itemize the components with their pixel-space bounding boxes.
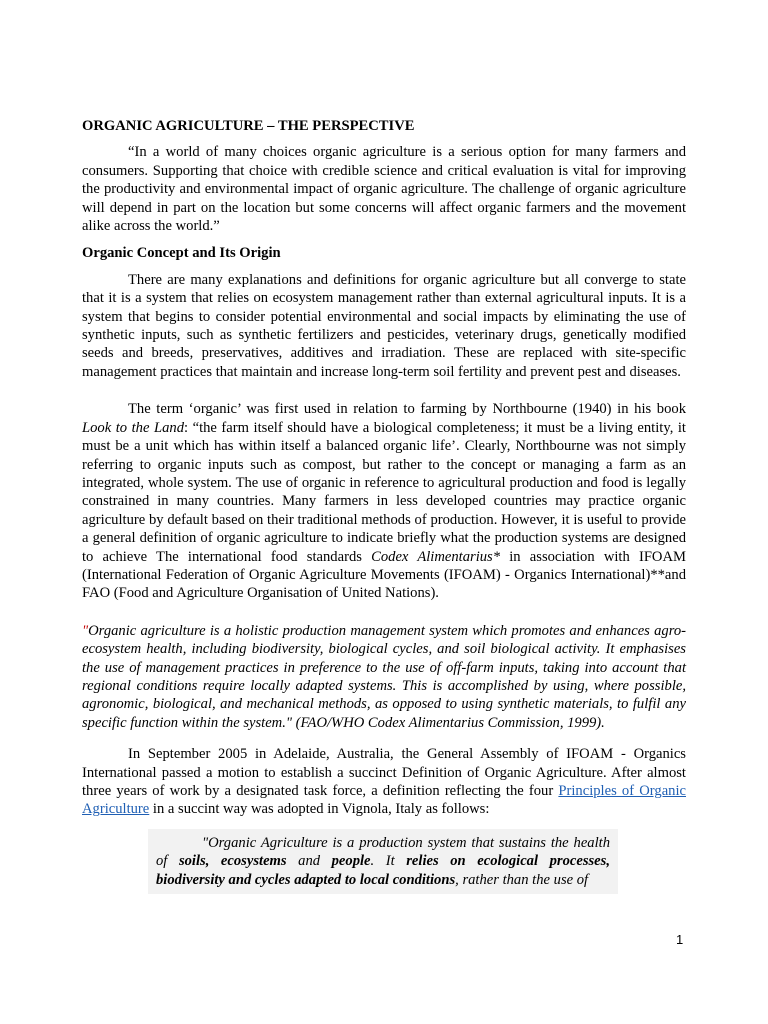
paragraph-ifoam-text-1: In September 2005 in Adelaide, Australia, the General Assembly of IFOAM - Organics International passed a motion to establish a succinct Definition of Organic Agriculture. After almost three years of work by a designated task force, a definition reflecting the four — [82, 746, 686, 799]
ifoam-definition-box — [148, 829, 618, 894]
ifoam-text-3: . It — [370, 853, 407, 870]
quote-open-mark: " — [82, 622, 89, 639]
ifoam-bold-2: people — [331, 853, 371, 870]
paragraph-origin-text-3: in association with IFOAM (International Federation of Organic Agriculture Movements (IFOAM) - Organics International)**and FAO (Food and Agriculture Organisation of United Nations). — [82, 548, 686, 602]
ifoam-text-2: and — [286, 853, 332, 870]
ifoam-bold-1: soils, ecosystems — [178, 853, 287, 870]
paragraph-definitions: There are many explanations and definitions for organic agriculture but all converge to state that it is a system that relies on ecosystem management rather than external agricultural inputs. It is a system that begins to consider potential environmental and social impacts by eliminating the use of synthetic inputs, such as synthetic fertilizers and pesticides, veterinary drugs, genetically modified seeds and breeds, preservatives, additives and irradiation. These are replaced with site-specific management practices that maintain and increase long-term soil fertility and prevent pest and diseases. — [82, 271, 686, 380]
document-body — [82, 117, 686, 894]
principles-of-organic-agriculture-link[interactable]: Principles of Organic Agriculture — [82, 783, 686, 818]
paragraph-ifoam-text-2: in a succint way was adopted in Vignola, Italy as follows: — [149, 801, 490, 818]
paragraph-origin-text-2: : “the farm itself should have a biological completeness; it must be a living entity, it must be a unit which has within itself a balanced organic life’. Clearly, Northbourne was not simply referring to organic inputs such as compost, but rather to the concept or managing a farm as an integrated, whole system. The use of organic in reference to agricultural production and food is legally constrained in many countries. Many farmers in less developed countries may practice organic agriculture by default based on their traditional methods of production. However, it is useful to provide a general definition of organic agriculture to indicate briefly what the production systems are designed to achieve The international food standards — [82, 419, 686, 565]
codex-reference: Codex Alimentarius* — [371, 548, 501, 565]
ifoam-bold-3: relies on ecological processes, biodiversity and cycles adapted to local conditions — [156, 853, 610, 888]
ifoam-text-4: , rather than the use of — [455, 871, 589, 888]
paragraph-ifoam — [82, 745, 686, 819]
ifoam-text-1: "Organic Agriculture is a production system that sustains the health of — [156, 834, 610, 870]
book-title: Look to the Land — [82, 419, 184, 436]
codex-definition-text: Organic agriculture is a holistic production management system which promotes and enhances agro-ecosystem health, including biodiversity, biological cycles, and soil biological activity. It emphasises the use of management practices in preference to the use of off-farm inputs, taking into account that regional conditions require locally adapted systems. This is accomplished by using, where possible, agronomic, biological, and mechanical methods, as opposed to using synthetic materials, to fulfil any specific function within the system." (FAO/WHO Codex Alimentarius Commission, 1999). — [82, 622, 686, 731]
ifoam-definition-quote — [148, 834, 618, 889]
section-heading: Organic Concept and Its Origin — [82, 245, 281, 262]
document-title: ORGANIC AGRICULTURE – THE PERSPECTIVE — [82, 118, 415, 134]
paragraph-origin — [82, 400, 686, 602]
paragraph-origin-text-1: The term ‘organic’ was first used in relation to farming by Northbourne (1940) in his book — [128, 401, 686, 418]
intro-quote: “In a world of many choices organic agriculture is a serious option for many farmers and consumers. Supporting that choice with credible science and critical evaluation is vital for improving the productivity and environmental impact of organic agriculture. The challenge of organic agriculture will depend in part on the location but some concerns will affect organic farmers and the movement alike across the world.” — [82, 144, 686, 235]
page-number: 1 — [676, 932, 684, 947]
codex-definition-quote — [82, 622, 686, 732]
